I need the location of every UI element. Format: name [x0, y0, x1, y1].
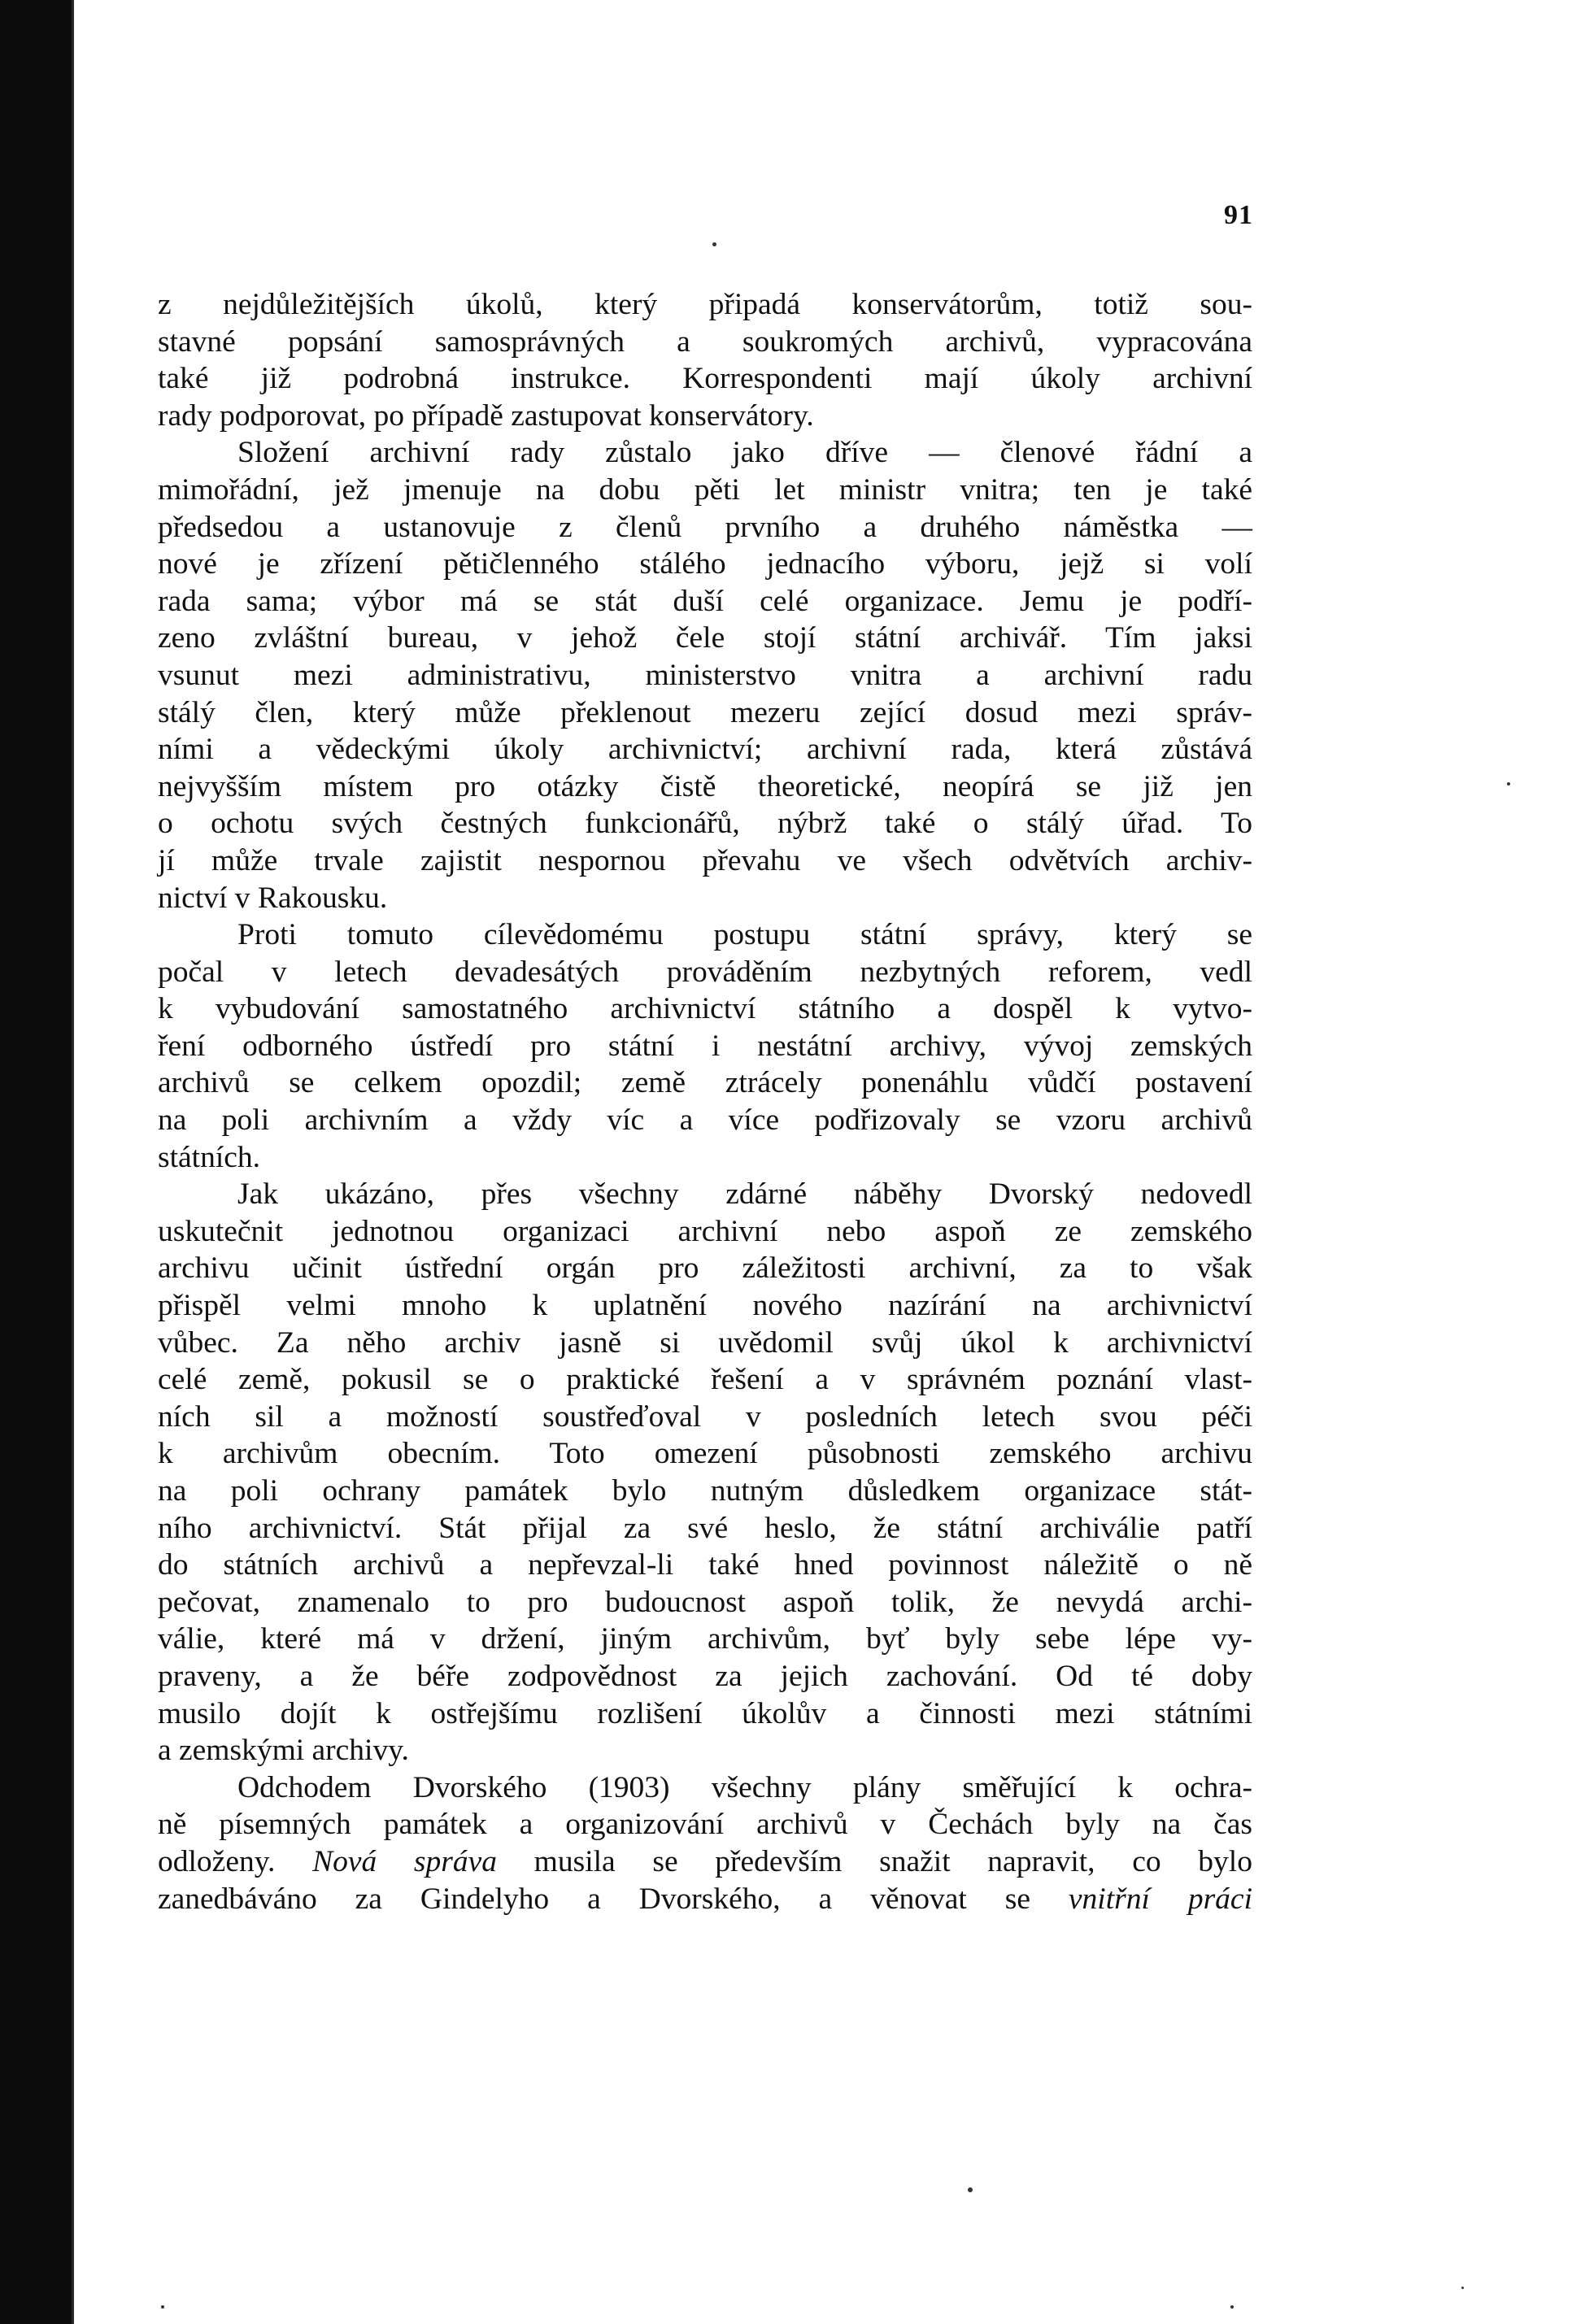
text-line: zeno zvláštní bureau, v jehož čele stojí státní archivář. Tím jaksi	[158, 621, 1252, 655]
text-line: uskutečnit jednotnou organizaci archivní nebo aspoň ze zemského	[158, 1214, 1252, 1248]
text-line: vsunut mezi administrativu, ministerstvo vnitra a archivní radu	[158, 658, 1252, 692]
paragraph-start-line: Proti tomuto cílevědomému postupu státní správy, který se	[237, 918, 1252, 952]
text-line: musilo dojít k ostřejšímu rozlišení úkolův a činnosti mezi státními	[158, 1696, 1252, 1730]
text-line: nové je zřízení pětičlenného stálého jednacího výboru, jejž si volí	[158, 547, 1252, 581]
body-text	[158, 286, 1252, 1917]
text-segment: zanedbáváno za Gindelyho a Dvorského, a věnovat se	[158, 1882, 1069, 1916]
text-line: ních sil a možností soustřeďoval v posledních letech svou péči	[158, 1399, 1252, 1434]
text-line: stavné popsání samosprávných a soukromých archivů, vypracována	[158, 324, 1252, 359]
scan-border-left	[0, 0, 72, 2324]
scan-speck	[1461, 2287, 1464, 2289]
text-line: státních.	[158, 1140, 261, 1174]
text-line: z nejdůležitějších úkolů, který připadá konservátorům, totiž sou-	[158, 288, 1252, 321]
text-line: předsedou a ustanovuje z členů prvního a druhého náměstka —	[158, 510, 1252, 544]
text-line: archivů se celkem opozdil; země ztrácely ponenáhlu vůdčí postavení	[158, 1066, 1252, 1100]
scan-speck	[712, 242, 716, 246]
text-line: ření odborného ústředí pro státní i nestátní archivy, vývoj zemských	[158, 1029, 1252, 1063]
scan-speck	[1507, 782, 1510, 786]
italic-phrase: Nová správa	[312, 1844, 497, 1878]
text-line: do státních archivů a nepřevzal-li také hned povinnost náležitě o ně	[158, 1548, 1252, 1582]
text-line: rada sama; výbor má se stát duší celé organizace. Jemu je podří-	[158, 584, 1252, 618]
text-line: vůbec. Za něho archiv jasně si uvědomil svůj úkol k archivnictví	[158, 1325, 1252, 1360]
text-line: na poli archivním a vždy víc a více podřizovaly se vzoru archivů	[158, 1103, 1252, 1138]
text-line: rady podporovat, po případě zastupovat konservátory.	[158, 398, 814, 433]
text-line: ními a vědeckými úkoly archivnictví; archivní rada, která zůstává	[158, 733, 1252, 767]
text-line: mimořádní, jež jmenuje na dobu pěti let ministr vnitra; ten je také	[158, 472, 1252, 507]
page-number: 91	[1224, 200, 1253, 230]
text-line: praveny, a že béře zodpovědnost za jejich zachování. Od té doby	[158, 1659, 1252, 1693]
text-line: k vybudování samostatného archivnictví státního a dospěl k vytvo-	[158, 992, 1252, 1026]
paragraph-start-line: Odchodem Dvorského (1903) všechny plány směřující k ochra-	[237, 1770, 1252, 1804]
text-line: na poli ochrany památek bylo nutným důsledkem organizace stát-	[158, 1474, 1252, 1508]
text-line: přispěl velmi mnoho k uplatnění nového nazírání na archivnictví	[158, 1289, 1252, 1323]
text-line: počal v letech devadesátých prováděním nezbytných reforem, vedl	[158, 955, 1252, 989]
scan-border-edge	[72, 0, 74, 2324]
text-line: válie, které má v držení, jiným archivům, byť byly sebe lépe vy-	[158, 1622, 1252, 1656]
text-line: jí může trvale zajistit nespornou převahu ve všech odvětvích archiv-	[158, 843, 1252, 877]
text-line: nejvyšším místem pro otázky čistě theoretické, neopírá se již jen	[158, 769, 1252, 803]
text-line: stálý člen, který může překlenout mezeru zející dosud mezi správ-	[158, 695, 1252, 729]
text-line: ního archivnictví. Stát přijal za své heslo, že státní archiválie patří	[158, 1511, 1252, 1545]
scan-speck	[1230, 2305, 1234, 2309]
text-line: pečovat, znamenalo to pro budoucnost aspoň tolik, že nevydá archi-	[158, 1585, 1252, 1619]
text-line: také již podrobná instrukce. Korrespondenti mají úkoly archivní	[158, 362, 1252, 396]
text-line: archivu učinit ústřední orgán pro záležitosti archivní, za to však	[158, 1251, 1252, 1286]
scan-speck	[161, 2305, 164, 2309]
text-segment: musila se především snažit napravit, co bylo	[497, 1844, 1252, 1878]
text-segment: odloženy.	[158, 1844, 313, 1878]
italic-phrase: vnitřní práci	[1068, 1882, 1252, 1916]
text-line: nictví v Rakousku.	[158, 881, 388, 915]
text-line-with-italic	[158, 1881, 1252, 1918]
text-line: ně písemných památek a organizování archivů v Čechách byly na čas	[158, 1808, 1252, 1842]
scan-speck	[968, 2187, 973, 2192]
text-line: celé země, pokusil se o praktické řešení a v správném poznání vlast-	[158, 1363, 1252, 1397]
paragraph-start-line: Složení archivní rady zůstalo jako dříve — členové řádní a	[237, 436, 1252, 470]
text-line: k archivům obecním. Toto omezení působnosti zemského archivu	[158, 1437, 1252, 1471]
text-line: a zemskými archivy.	[158, 1734, 409, 1768]
text-line-with-italic	[158, 1843, 1252, 1881]
paragraph-start-line: Jak ukázáno, přes všechny zdárné náběhy Dvorský nedovedl	[237, 1177, 1252, 1212]
text-line: o ochotu svých čestných funkcionářů, nýbrž také o stálý úřad. To	[158, 807, 1252, 841]
